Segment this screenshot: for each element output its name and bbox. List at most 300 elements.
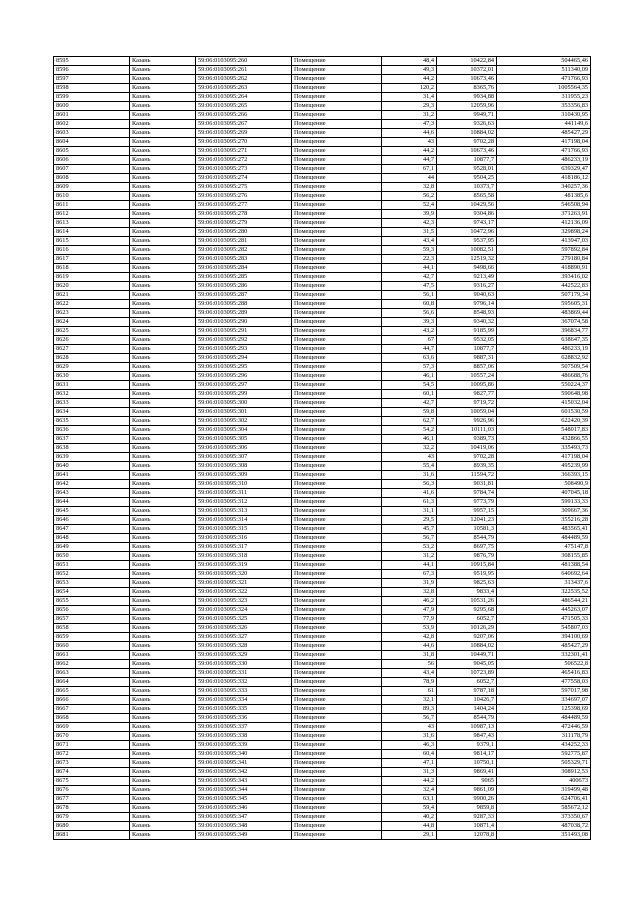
cadastral-number-cell: 59:06:0103095:269 [196,129,292,138]
city-cell: Казань [130,201,196,210]
unit-value-cell: 12041,23 [437,516,497,525]
object-type-cell: Помещение [292,615,382,624]
object-type-cell: Помещение [292,507,382,516]
city-cell: Казань [130,471,196,480]
row-number-cell: 8662 [54,660,130,669]
cadastral-number-cell: 59:06:0103095:340 [196,750,292,759]
area-cell: 52,4 [382,201,437,210]
object-type-cell: Помещение [292,633,382,642]
row-number-cell: 8616 [54,246,130,255]
table-row [54,795,591,804]
city-cell: Казань [130,444,196,453]
cadastral-value-cell: 477558,03 [497,678,591,687]
city-cell: Казань [130,390,196,399]
unit-value-cell: 9316,27 [437,282,497,291]
table-row [54,741,591,750]
unit-value-cell: 9065 [437,777,497,786]
table-row [54,552,591,561]
cadastral-number-cell: 59:06:0103095:329 [196,651,292,660]
city-cell: Казань [130,228,196,237]
cadastral-number-cell: 59:06:0103095:344 [196,786,292,795]
cadastral-number-cell: 59:06:0103095:314 [196,516,292,525]
row-number-cell: 8629 [54,363,130,372]
unit-value-cell: 9825,63 [437,579,497,588]
row-number-cell: 8635 [54,417,130,426]
cadastral-value-cell: 471766,93 [497,75,591,84]
row-number-cell: 8620 [54,282,130,291]
cadastral-value-cell: 504465,46 [497,57,591,66]
cadastral-number-cell: 59:06:0103095:316 [196,534,292,543]
city-cell: Казань [130,219,196,228]
unit-value-cell: 9827,77 [437,390,497,399]
cadastral-value-cell: 471766,93 [497,147,591,156]
table-row [54,471,591,480]
area-cell: 43 [382,453,437,462]
city-cell: Казань [130,741,196,750]
unit-value-cell: 9796,14 [437,300,497,309]
row-number-cell: 8661 [54,651,130,660]
object-type-cell: Помещение [292,228,382,237]
cadastral-value-cell: 599133,33 [497,498,591,507]
area-cell: 54,2 [382,426,437,435]
object-type-cell: Помещение [292,264,382,273]
unit-value-cell: 9847,43 [437,732,497,741]
table-row [54,426,591,435]
unit-value-cell: 9287,33 [437,813,497,822]
object-type-cell: Помещение [292,417,382,426]
table-row [54,669,591,678]
object-type-cell: Помещение [292,255,382,264]
unit-value-cell: 9537,95 [437,237,497,246]
unit-value-cell: 9861,09 [437,786,497,795]
cadastral-value-cell: 407045,18 [497,489,591,498]
row-number-cell: 8654 [54,588,130,597]
unit-value-cell: 10419,06 [437,444,497,453]
area-cell: 59,3 [382,246,437,255]
area-cell: 31,1 [382,507,437,516]
area-cell: 44,7 [382,345,437,354]
table-row [54,624,591,633]
object-type-cell: Помещение [292,273,382,282]
table-row [54,444,591,453]
cadastral-value-cell: 481388,54 [497,561,591,570]
area-cell: 47,9 [382,606,437,615]
city-cell: Казань [130,183,196,192]
area-cell: 43,2 [382,327,437,336]
unit-value-cell: 9528,01 [437,165,497,174]
cadastral-number-cell: 59:06:0103095:338 [196,732,292,741]
city-cell: Казань [130,750,196,759]
row-number-cell: 8647 [54,525,130,534]
area-cell: 31,9 [382,579,437,588]
object-type-cell: Помещение [292,174,382,183]
area-cell: 42,7 [382,273,437,282]
unit-value-cell: 6052,7 [437,678,497,687]
unit-value-cell: 9213,49 [437,273,497,282]
cadastral-value-cell: 546508,94 [497,201,591,210]
cadastral-value-cell: 393416,02 [497,273,591,282]
area-cell: 60,8 [382,300,437,309]
table-row [54,336,591,345]
cadastral-number-cell: 59:06:0103095:315 [196,525,292,534]
cadastral-number-cell: 59:06:0103095:299 [196,390,292,399]
area-cell: 56,7 [382,714,437,723]
object-type-cell: Помещение [292,363,382,372]
row-number-cell: 8659 [54,633,130,642]
cadastral-value-cell: 418890,91 [497,264,591,273]
unit-value-cell: 10111,03 [437,426,497,435]
city-cell: Казань [130,588,196,597]
cadastral-number-cell: 59:06:0103095:322 [196,588,292,597]
object-type-cell: Помещение [292,480,382,489]
cadastral-number-cell: 59:06:0103095:296 [196,372,292,381]
object-type-cell: Помещение [292,525,382,534]
cadastral-number-cell: 59:06:0103095:310 [196,480,292,489]
unit-value-cell: 9702,28 [437,453,497,462]
area-cell: 43,4 [382,669,437,678]
city-cell: Казань [130,552,196,561]
cadastral-value-cell: 505329,71 [497,759,591,768]
table-row [54,615,591,624]
cadastral-number-cell: 59:06:0103095:331 [196,669,292,678]
cadastral-value-cell: 373350,67 [497,813,591,822]
table-row [54,579,591,588]
table-row [54,534,591,543]
table-row [54,156,591,165]
cadastral-number-cell: 59:06:0103095:300 [196,399,292,408]
object-type-cell: Помещение [292,822,382,831]
cadastral-value-cell: 597892,84 [497,246,591,255]
row-number-cell: 8599 [54,93,130,102]
object-type-cell: Помещение [292,498,382,507]
area-cell: 77,9 [382,615,437,624]
row-number-cell: 8622 [54,300,130,309]
cadastral-number-cell: 59:06:0103095:309 [196,471,292,480]
object-type-cell: Помещение [292,309,382,318]
row-number-cell: 8598 [54,84,130,93]
unit-value-cell: 10673,46 [437,75,497,84]
object-type-cell: Помещение [292,75,382,84]
table-row [54,363,591,372]
row-number-cell: 8615 [54,237,130,246]
unit-value-cell: 10987,13 [437,723,497,732]
unit-value-cell: 10472,96 [437,228,497,237]
cadastral-number-cell: 59:06:0103095:330 [196,660,292,669]
table-row [54,165,591,174]
cadastral-number-cell: 59:06:0103095:334 [196,696,292,705]
area-cell: 78,9 [382,678,437,687]
unit-value-cell: 10095,86 [437,381,497,390]
cadastral-value-cell: 592775,87 [497,750,591,759]
city-cell: Казань [130,138,196,147]
area-cell: 60,1 [382,390,437,399]
area-cell: 44,2 [382,75,437,84]
area-cell: 59,4 [382,804,437,813]
city-cell: Казань [130,723,196,732]
cadastral-number-cell: 59:06:0103095:346 [196,804,292,813]
row-number-cell: 8674 [54,768,130,777]
cadastral-value-cell: 486233,19 [497,156,591,165]
area-cell: 67,3 [382,570,437,579]
area-cell: 61 [382,687,437,696]
row-number-cell: 8673 [54,759,130,768]
city-cell: Казань [130,597,196,606]
area-cell: 47,1 [382,759,437,768]
object-type-cell: Помещение [292,723,382,732]
table-row [54,633,591,642]
row-number-cell: 8605 [54,147,130,156]
row-number-cell: 8632 [54,390,130,399]
object-type-cell: Помещение [292,66,382,75]
city-cell: Казань [130,273,196,282]
cadastral-number-cell: 59:06:0103095:339 [196,741,292,750]
table-row [54,687,591,696]
cadastral-number-cell: 59:06:0103095:321 [196,579,292,588]
row-number-cell: 8643 [54,489,130,498]
unit-value-cell: 10531,26 [437,597,497,606]
cadastral-value-cell: 483565,41 [497,525,591,534]
city-cell: Казань [130,255,196,264]
city-cell: Казань [130,282,196,291]
area-cell: 57,3 [382,363,437,372]
area-cell: 48,4 [382,57,437,66]
cadastral-number-cell: 59:06:0103095:336 [196,714,292,723]
area-cell: 31,8 [382,651,437,660]
unit-value-cell: 10059,04 [437,408,497,417]
area-cell: 46,1 [382,372,437,381]
table-row [54,129,591,138]
unit-value-cell: 9887,31 [437,354,497,363]
city-cell: Казань [130,516,196,525]
cadastral-value-cell: 601530,59 [497,408,591,417]
cadastral-number-cell: 59:06:0103095:292 [196,336,292,345]
object-type-cell: Помещение [292,687,382,696]
area-cell: 29,5 [382,516,437,525]
unit-value-cell: 9207,06 [437,633,497,642]
cadastral-number-cell: 59:06:0103095:287 [196,291,292,300]
area-cell: 54,5 [382,381,437,390]
area-cell: 63,1 [382,795,437,804]
city-cell: Казань [130,489,196,498]
cadastral-number-cell: 59:06:0103095:285 [196,273,292,282]
cadastral-number-cell: 59:06:0103095:319 [196,561,292,570]
table-row [54,759,591,768]
row-number-cell: 8644 [54,498,130,507]
row-number-cell: 8627 [54,345,130,354]
cadastral-value-cell: 311955,23 [497,93,591,102]
cadastral-value-cell: 484489,59 [497,534,591,543]
city-cell: Казань [130,120,196,129]
cadastral-value-cell: 471505,33 [497,615,591,624]
table-row [54,318,591,327]
object-type-cell: Помещение [292,93,382,102]
cadastral-value-cell: 394100,69 [497,633,591,642]
city-cell: Казань [130,210,196,219]
object-type-cell: Помещение [292,291,382,300]
table-row [54,111,591,120]
area-cell: 31,2 [382,552,437,561]
cadastral-value-cell: 445263,07 [497,606,591,615]
row-number-cell: 8671 [54,741,130,750]
row-number-cell: 8630 [54,372,130,381]
table-row [54,660,591,669]
object-type-cell: Помещение [292,327,382,336]
city-cell: Казань [130,381,196,390]
area-cell: 47,3 [382,120,437,129]
cadastral-number-cell: 59:06:0103095:304 [196,426,292,435]
cadastral-value-cell: 506522,8 [497,660,591,669]
table-row [54,480,591,489]
cadastral-number-cell: 59:06:0103095:266 [196,111,292,120]
cadastral-value-cell: 507179,34 [497,291,591,300]
table-row [54,291,591,300]
table-row [54,543,591,552]
object-type-cell: Помещение [292,534,382,543]
cadastral-value-cell: 472446,59 [497,723,591,732]
unit-value-cell: 10884,02 [437,642,497,651]
cadastral-value-cell: 545807,03 [497,624,591,633]
object-type-cell: Помещение [292,102,382,111]
row-number-cell: 8667 [54,705,130,714]
table-row [54,390,591,399]
row-number-cell: 8613 [54,219,130,228]
city-cell: Казань [130,66,196,75]
cadastral-value-cell: 432866,55 [497,435,591,444]
city-cell: Казань [130,606,196,615]
cadastral-number-cell: 59:06:0103095:289 [196,309,292,318]
cadastral-number-cell: 59:06:0103095:274 [196,174,292,183]
cadastral-value-cell: 483869,44 [497,309,591,318]
row-number-cell: 8618 [54,264,130,273]
object-type-cell: Помещение [292,570,382,579]
row-number-cell: 8611 [54,201,130,210]
cadastral-value-cell: 486544,21 [497,597,591,606]
city-cell: Казань [130,363,196,372]
cadastral-value-table [53,56,591,840]
cadastral-number-cell: 59:06:0103095:349 [196,831,292,840]
row-number-cell: 8657 [54,615,130,624]
area-cell: 44,1 [382,561,437,570]
city-cell: Казань [130,786,196,795]
unit-value-cell: 8939,35 [437,462,497,471]
city-cell: Казань [130,660,196,669]
row-number-cell: 8624 [54,318,130,327]
cadastral-value-cell: 585672,12 [497,804,591,813]
table-row [54,705,591,714]
cadastral-value-cell: 487038,72 [497,822,591,831]
table-row [54,327,591,336]
row-number-cell: 8610 [54,192,130,201]
city-cell: Казань [130,696,196,705]
unit-value-cell: 9498,66 [437,264,497,273]
row-number-cell: 8658 [54,624,130,633]
cadastral-value-cell: 319499,48 [497,786,591,795]
cadastral-number-cell: 59:06:0103095:295 [196,363,292,372]
cadastral-number-cell: 59:06:0103095:262 [196,75,292,84]
object-type-cell: Помещение [292,120,382,129]
unit-value-cell: 9379,1 [437,741,497,750]
row-number-cell: 8639 [54,453,130,462]
unit-value-cell: 10750,1 [437,759,497,768]
row-number-cell: 8617 [54,255,130,264]
table-row [54,453,591,462]
area-cell: 42,7 [382,399,437,408]
unit-value-cell: 12519,32 [437,255,497,264]
row-number-cell: 8655 [54,597,130,606]
object-type-cell: Помещение [292,714,382,723]
cadastral-number-cell: 59:06:0103095:337 [196,723,292,732]
row-number-cell: 8619 [54,273,130,282]
row-number-cell: 8612 [54,210,130,219]
unit-value-cell: 9031,81 [437,480,497,489]
table-row [54,57,591,66]
area-cell: 45,7 [382,525,437,534]
object-type-cell: Помещение [292,246,382,255]
table-row [54,525,591,534]
cadastral-number-cell: 59:06:0103095:264 [196,93,292,102]
object-type-cell: Помещение [292,345,382,354]
cadastral-number-cell: 59:06:0103095:328 [196,642,292,651]
city-cell: Казань [130,831,196,840]
cadastral-number-cell: 59:06:0103095:261 [196,66,292,75]
cadastral-value-cell: 335493,73 [497,444,591,453]
city-cell: Казань [130,102,196,111]
cadastral-number-cell: 59:06:0103095:348 [196,822,292,831]
table-row [54,75,591,84]
row-number-cell: 8642 [54,480,130,489]
row-number-cell: 8596 [54,66,130,75]
object-type-cell: Помещение [292,786,382,795]
table-row [54,264,591,273]
city-cell: Казань [130,480,196,489]
object-type-cell: Помещение [292,543,382,552]
table-row [54,516,591,525]
table-row [54,750,591,759]
object-type-cell: Помещение [292,282,382,291]
row-number-cell: 8602 [54,120,130,129]
cadastral-value-cell: 511340,09 [497,66,591,75]
city-cell: Казань [130,795,196,804]
object-type-cell: Помещение [292,138,382,147]
row-number-cell: 8664 [54,678,130,687]
row-number-cell: 8626 [54,336,130,345]
cadastral-number-cell: 59:06:0103095:279 [196,219,292,228]
cadastral-value-cell: 624706,41 [497,795,591,804]
unit-value-cell: 9340,32 [437,318,497,327]
cadastral-value-cell: 486233,19 [497,345,591,354]
row-number-cell: 8603 [54,129,130,138]
area-cell: 32,1 [382,696,437,705]
area-cell: 22,3 [382,255,437,264]
table-row [54,102,591,111]
cadastral-number-cell: 59:06:0103095:308 [196,462,292,471]
row-number-cell: 8680 [54,822,130,831]
unit-value-cell: 9934,88 [437,93,497,102]
object-type-cell: Помещение [292,795,382,804]
city-cell: Казань [130,93,196,102]
cadastral-value-cell: 353356,83 [497,102,591,111]
cadastral-value-cell: 638647,35 [497,336,591,345]
row-number-cell: 8595 [54,57,130,66]
cadastral-number-cell: 59:06:0103095:332 [196,678,292,687]
cadastral-number-cell: 59:06:0103095:301 [196,408,292,417]
object-type-cell: Помещение [292,210,382,219]
row-number-cell: 8608 [54,174,130,183]
cadastral-number-cell: 59:06:0103095:271 [196,147,292,156]
cadastral-number-cell: 59:06:0103095:265 [196,102,292,111]
unit-value-cell: 6052,7 [437,615,497,624]
object-type-cell: Помещение [292,399,382,408]
